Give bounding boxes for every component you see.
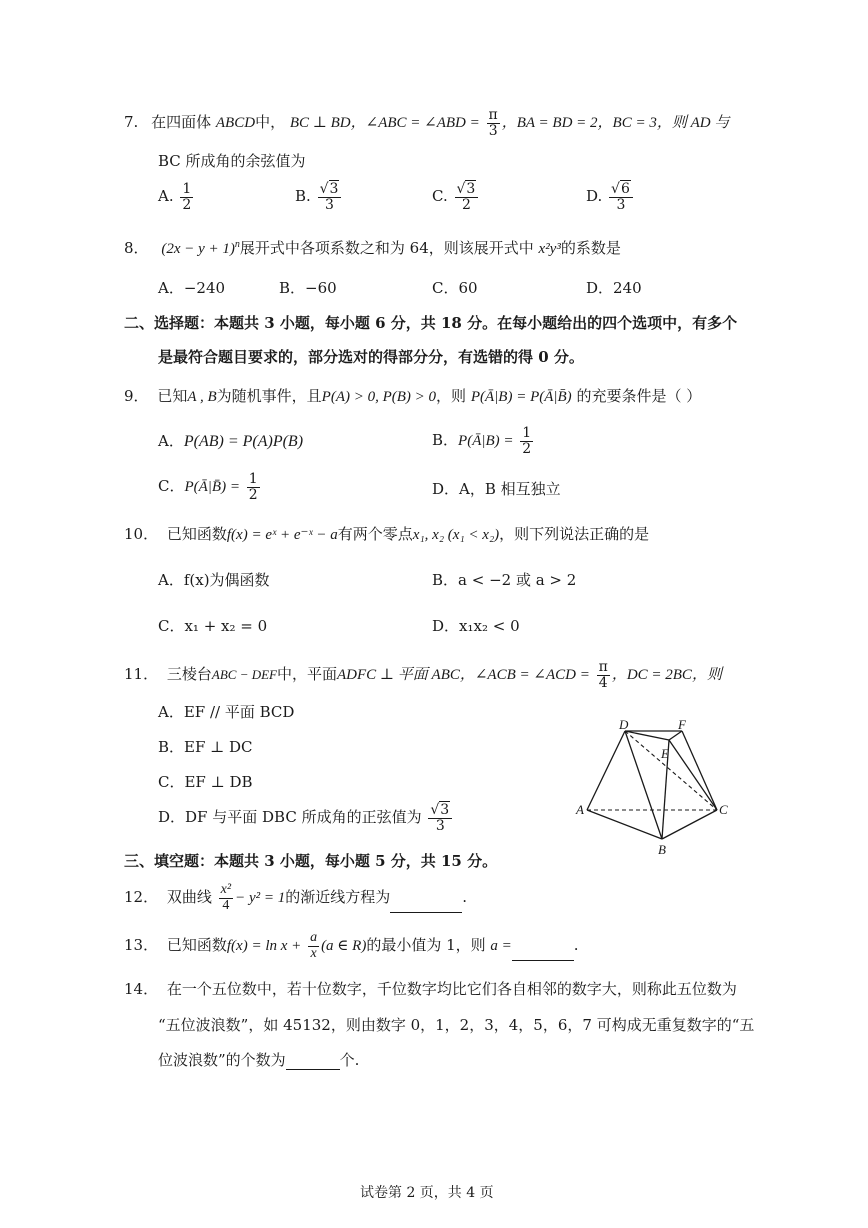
option-c: C．60 (432, 279, 478, 297)
page-footer: 试卷第 2 页，共 4 页 (360, 1185, 494, 1201)
option-d: D．240 (586, 279, 642, 297)
question-10-option-d: D．x₁x₂ < 0 (432, 617, 520, 635)
answer-blank[interactable] (512, 944, 574, 961)
question-number: 10． (124, 525, 159, 543)
question-number: 12． (124, 888, 159, 907)
option-b: B. $\frac{√3}{3}$ (295, 182, 343, 212)
question-11-option-c: C．EF ⊥ DB (158, 773, 253, 791)
answer-blank[interactable] (390, 896, 462, 913)
question-8: 8． $(2x - y + 1)^n$展开式中各项系数之和为 64，则该展开式中 x²y³的系数是 (124, 239, 621, 257)
question-number: 13． (124, 936, 159, 955)
section-2-heading-cont: 是最符合题目要求的，部分选对的得部分分，有选错的得 0 分。 (158, 348, 584, 366)
option-d: D. $\frac{√6}{3}$ (586, 182, 635, 212)
section-3-heading: 三、填空题：本题共 3 小题，每小题 5 分，共 15 分。 (124, 852, 498, 870)
option-c: C. $\frac{√3}{2}$ (432, 182, 480, 212)
question-11-option-d: D．DF 与平面 DBC 所成角的正弦值为 $\frac{√3}{3}$ (158, 803, 454, 833)
question-14-line2: “五位波浪数”，如 45132，则由数字 0，1，2，3，4，5，6，7 可构成无重复数字的“五 (158, 1016, 755, 1034)
answer-blank[interactable] (286, 1053, 340, 1070)
edge-AD (587, 731, 625, 810)
option-b: B．−60 (279, 279, 337, 297)
label-E: E (661, 746, 669, 761)
question-11-option-b: B．EF ⊥ DC (158, 738, 253, 756)
question-10: 10． 已知函数f(x) = eˣ + e⁻ˣ − a有两个零点x₁, x₂ (x₁ < x₂)，则下列说法正确的是 (124, 525, 650, 543)
question-13: 13． 已知函数f(x) = ln x + $\frac{a}{x}$ (a ∈ R)的最小值为 1，则 a = . (124, 930, 579, 961)
question-number: 11． (124, 665, 159, 684)
question-10-option-b: B．a < −2 或 a > 2 (432, 571, 577, 589)
edge-FC (682, 731, 717, 810)
option-a: A．−240 (158, 279, 226, 297)
question-10-option-a: A．f(x)为偶函数 (158, 571, 270, 589)
label-B: B (658, 842, 666, 857)
edge-DE (625, 731, 669, 740)
question-14-line3: 位波浪数”的个数为 个. (158, 1051, 360, 1069)
question-9-option-a: A．P(AB) = P(A)P(B) (158, 432, 304, 450)
question-11: 11． 三棱台ABC − DEF中，平面ADFC ⊥ 平面 ABC，∠ACB = ∠ACD = $\frac{\pi}{4}$ ，DC = 2BC，则 (124, 659, 722, 691)
question-number: 8． (124, 239, 149, 257)
question-number: 7. (124, 113, 139, 132)
label-D: D (619, 718, 629, 732)
question-14-line1: 14． 在一个五位数中，若十位数字，千位数字均比它们各自相邻的数字大，则称此五位数为 (124, 980, 737, 998)
option-a: A. $\frac{1}{2}$ (158, 181, 192, 213)
question-number: 9． (124, 387, 149, 405)
question-8-options (158, 277, 658, 297)
edge-EC (669, 740, 717, 810)
question-7-line2: BC 所成角的余弦值为 (158, 152, 306, 170)
question-11-option-a: A．EF // 平面 BCD (158, 703, 295, 721)
question-9-option-d: D．A，B 相互独立 (432, 480, 561, 498)
edge-BC (662, 810, 717, 839)
pi-over-3-fraction: $\frac{\pi}{3}$ (488, 107, 498, 139)
frustum-figure (570, 718, 740, 858)
label-C: C (719, 802, 728, 817)
question-9-option-c: C．P(Ā|B̄) = $\frac{1}{2}$ (158, 471, 258, 503)
label-A: A (576, 802, 584, 817)
question-number: 14． (124, 980, 159, 998)
edge-AB (587, 810, 662, 839)
label-F: F (678, 718, 686, 732)
question-10-option-c: C．x₁ + x₂ = 0 (158, 617, 268, 635)
question-9-option-b: B．P(Ā|B) = $\frac{1}{2}$ (432, 425, 532, 457)
edge-EF (669, 731, 682, 740)
question-12: 12． 双曲线 $\frac{\text{x²}}{4}$ − y² = 1的渐近线方程为 . (124, 882, 468, 913)
section-2-heading: 二、选择题：本题共 3 小题，每小题 6 分，共 18 分。在每小题给出的四个选项中，有多个 (124, 314, 738, 332)
question-7-line1: 7. 在四面体 ABCD中， BC ⊥ BD，∠ABC = ∠ABD = $\frac{\pi}{3}$ ，BA = BD = 2，BC = 3，则 AD 与 (124, 107, 730, 139)
question-9: 9． 已知A , B为随机事件，且P(A) > 0, P(B) > 0，则 P(Ā|B) = P(Ā|B̄) 的充要条件是（ ） (124, 387, 702, 405)
